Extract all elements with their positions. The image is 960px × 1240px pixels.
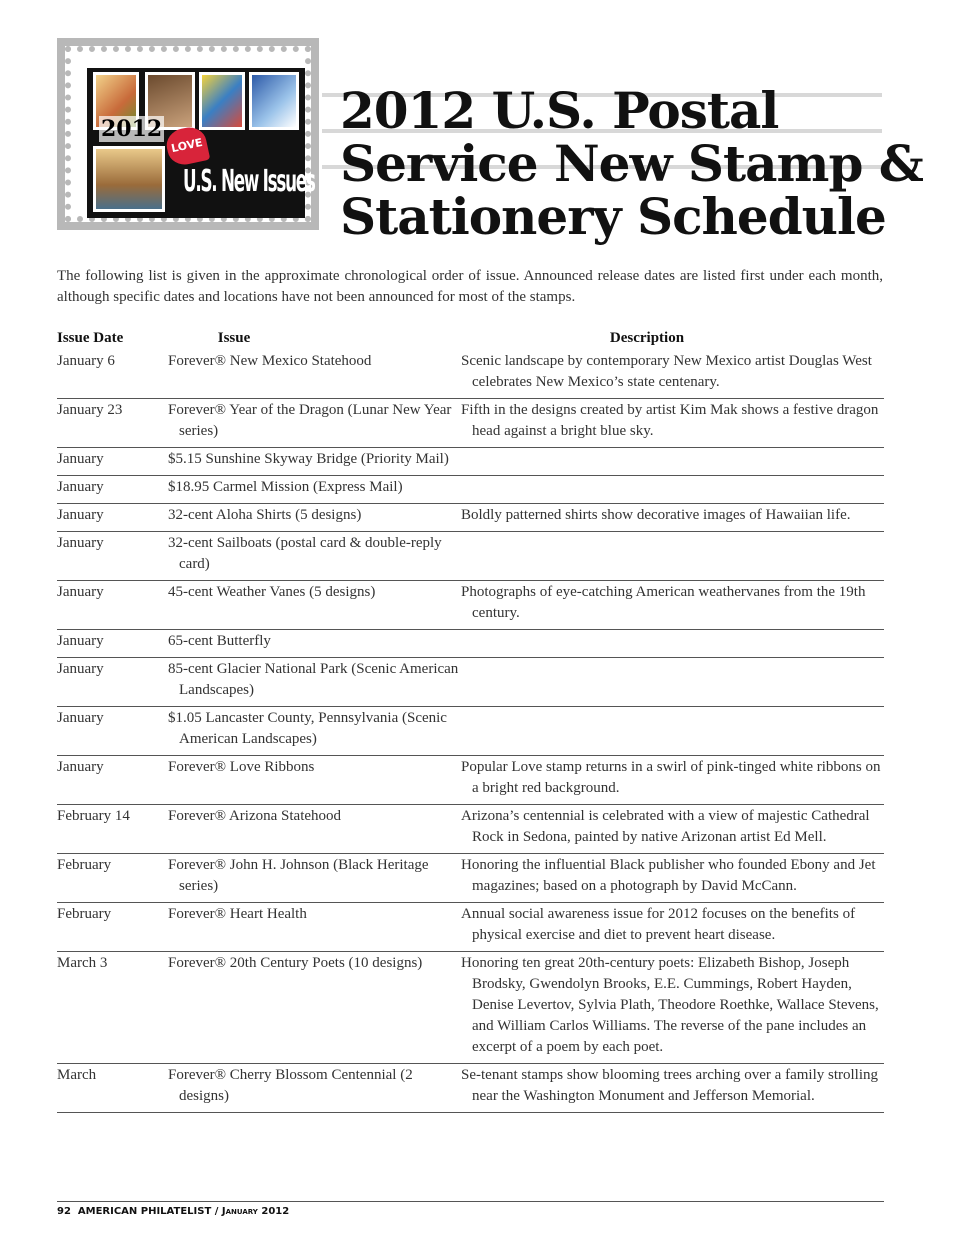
row-issue: Forever® New Mexico Statehood (168, 353, 372, 369)
row-date: January (57, 507, 104, 523)
row-description: Photographs of eye-catching American weathervanes from the 19th century. (461, 584, 866, 621)
table-row (57, 903, 884, 952)
row-issue: 65-cent Butterfly (168, 633, 271, 649)
row-description (461, 631, 884, 652)
row-issue: Forever® Love Ribbons (168, 759, 315, 775)
row-description: Popular Love stamp returns in a swirl of pink-tinged white ribbons on a bright red background. (461, 759, 881, 796)
row-description: Honoring ten great 20th-century poets: Elizabeth Bishop, Joseph Brodsky, Gwendolyn Brooks, E.E. Cummings, Robert Hayden, Denise Levertov, Sylvia Plath, Theodore Roethke, Wallace Stevens, and William Carlos Williams. The reverse of the pane includes an excerpt of a poem by each poet. (461, 955, 879, 1055)
row-description: Se-tenant stamps show blooming trees arching over a family strolling near the Washington Monument and Jefferson Memorial. (461, 1067, 878, 1104)
row-description: Scenic landscape by contemporary New Mexico artist Douglas West celebrates New Mexico’s state centenary. (461, 353, 872, 390)
row-description: Honoring the influential Black publisher who founded Ebony and Jet magazines; based on a photograph by David McCann. (461, 857, 876, 894)
row-date: February (57, 857, 112, 873)
row-description (461, 708, 884, 750)
table-row (57, 805, 884, 854)
table-row (57, 448, 884, 476)
table-row (57, 658, 884, 707)
table-row (57, 350, 884, 399)
row-description (461, 449, 884, 470)
row-date: January 6 (57, 353, 115, 369)
row-description (461, 659, 884, 701)
row-description: Arizona’s centennial is celebrated with a view of majestic Cathedral Rock in Sedona, painted by native Arizonan artist Ed Mell. (461, 808, 870, 845)
row-date: January 23 (57, 402, 123, 418)
stamp-collage-image (87, 68, 315, 218)
magazine-name: AMERICAN PHILATELIST (77, 1206, 212, 1217)
row-date: January (57, 759, 104, 775)
row-issue: Forever® 20th Century Poets (10 designs) (168, 955, 423, 971)
table-row (57, 854, 884, 903)
row-description: Fifth in the designs created by artist Kim Mak shows a festive dragon head against a bright blue sky. (461, 402, 879, 439)
row-date: January (57, 661, 104, 677)
row-date: March 3 (57, 955, 108, 971)
row-issue: $5.15 Sunshine Skyway Bridge (Priority Mail) (168, 451, 449, 467)
table-row (57, 707, 884, 756)
row-issue: Forever® Year of the Dragon (Lunar New Year series) (168, 402, 452, 439)
logo-year: 2012 (101, 116, 163, 142)
row-date: January (57, 710, 104, 726)
footer-rule (57, 1201, 884, 1202)
row-description: Boldly patterned shirts show decorative images of Hawaiian life. (461, 507, 851, 523)
table-row (57, 630, 884, 658)
table-header (57, 328, 884, 350)
row-date: March (57, 1067, 97, 1083)
table-row (57, 581, 884, 630)
row-issue: 85-cent Glacier National Park (Scenic American Landscapes) (168, 661, 459, 698)
row-issue: $18.95 Carmel Mission (Express Mail) (168, 479, 403, 495)
table-row (57, 952, 884, 1064)
table-row (57, 504, 884, 532)
schedule-table (57, 328, 884, 1113)
row-issue: Forever® John H. Johnson (Black Heritage series) (168, 857, 429, 894)
header-issue-date: Issue Date (57, 330, 124, 346)
row-description (461, 477, 884, 498)
page-title: 2012 U.S. Postal Service New Stamp & Stationery Schedule (340, 81, 923, 246)
header-description: Description (609, 330, 685, 346)
table-row (57, 399, 884, 448)
header-issue: Issue (217, 330, 251, 346)
table-row (57, 756, 884, 805)
love-heart-icon: LOVE (164, 124, 211, 168)
row-date: January (57, 479, 104, 495)
row-date: January (57, 535, 104, 551)
row-issue: 45-cent Weather Vanes (5 designs) (168, 584, 376, 600)
row-date: February (57, 906, 112, 922)
page-footer: 92 AMERICAN PHILATELIST / January 2012 (57, 1206, 290, 1217)
issue-date: January 2012 (221, 1206, 290, 1217)
row-issue: 32-cent Aloha Shirts (5 designs) (168, 507, 362, 523)
table-row (57, 532, 884, 581)
row-date: January (57, 451, 104, 467)
stamp-logo (57, 38, 319, 230)
logo-banner: U.S. New Issues (183, 164, 315, 199)
row-date: January (57, 584, 104, 600)
row-issue: $1.05 Lancaster County, Pennsylvania (Scenic American Landscapes) (168, 710, 447, 747)
table-row (57, 476, 884, 504)
page-number: 92 (57, 1206, 71, 1217)
row-date: January (57, 633, 104, 649)
row-issue: Forever® Heart Health (168, 906, 307, 922)
table-row (57, 1064, 884, 1113)
row-issue: Forever® Cherry Blossom Centennial (2 designs) (168, 1067, 413, 1104)
intro-paragraph: The following list is given in the approximate chronological order of issue. Announced release dates are listed first under each month, although specific dates and locations have not been announced for most of the stamps. (57, 268, 883, 305)
row-description (461, 533, 884, 575)
row-description: Annual social awareness issue for 2012 focuses on the benefits of physical exercise and diet to prevent heart disease. (461, 906, 856, 943)
row-date: February 14 (57, 808, 130, 824)
row-issue: 32-cent Sailboats (postal card & double-reply card) (168, 535, 442, 572)
row-issue: Forever® Arizona Statehood (168, 808, 342, 824)
